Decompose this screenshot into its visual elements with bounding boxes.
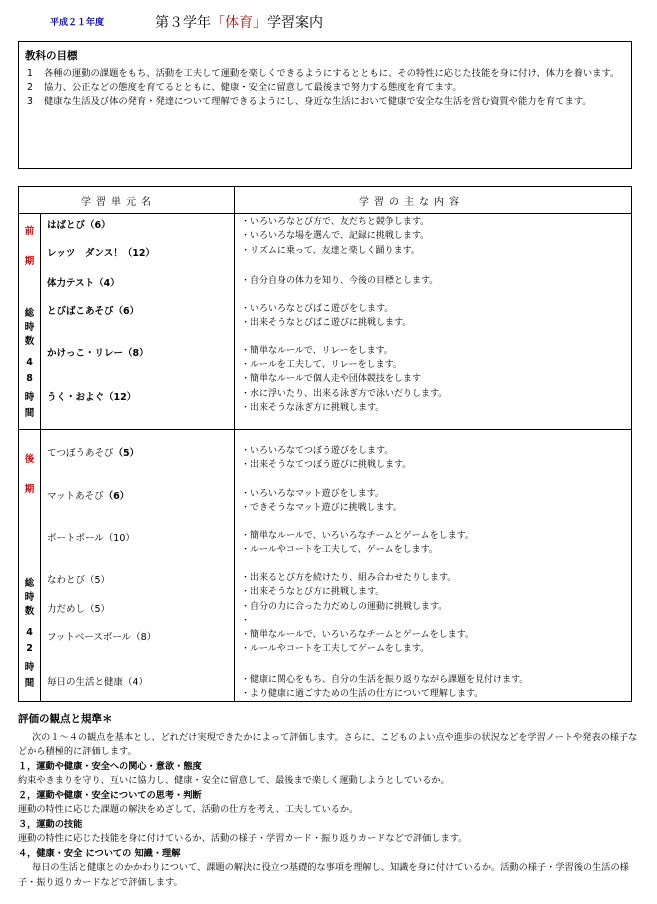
criterion-text: 運動の特性に応じた課題の解決をめざして、活動の仕方を考え、工夫しているか。: [18, 804, 359, 815]
term-label: 期: [24, 256, 35, 267]
hours-label: 間: [24, 678, 35, 689]
criterion-text: 毎日の生活と健康とのかかわりについて、課題の解決に役立つ基礎的な事項を理解し、知識を身に付けているか。活動の様子・学習後の生活の様子・振り返りカードなどで評価します。: [18, 862, 629, 888]
content-line: ・出来そうな泳ぎ方に挑戦します。: [241, 403, 385, 413]
content-line: ・より健康に過ごすための生活の仕方について理解します。: [241, 689, 484, 699]
hours-label: 数: [24, 336, 35, 347]
content-line: ・できそうなマット遊びに挑戦します。: [241, 503, 402, 513]
content-line: ・ルールやコートを工夫してゲームをします。: [241, 644, 430, 654]
content-line: ・いろいろなてつぼう遊びをします。: [241, 446, 394, 456]
unit-name: フットベースボール（8）: [47, 632, 157, 643]
evaluation-heading: 評価の観点と規準＊: [18, 713, 113, 725]
unit-name: うく・およぐ（12）: [47, 392, 137, 403]
unit-name: ポートボール（10）: [47, 533, 135, 544]
unit-content: [241, 628, 474, 656]
content-line: ・出来るとび方を続けたり、組み合わせたりします。: [241, 573, 457, 583]
content-line: ・いろいろなマット遊びをします。: [241, 489, 384, 499]
hours-value: 4: [26, 627, 33, 638]
criterion-text: 運動の特性に応じた技能を身に付けているか、活動の様子・学習カード・振り返りカードなどで評価します。: [18, 833, 468, 844]
content-line: ・簡単なルールで個人走や団体競技をします: [241, 374, 421, 384]
unit-name: なわとび（5）: [47, 575, 111, 586]
goal-text: 各種の運動の課題をもち、活動を工夫して運動を楽しくできるようにするとともに、その特性に応じた技能を身に付け、体力を養います。: [44, 68, 620, 79]
unit-content: [241, 344, 421, 386]
unit-content: [241, 529, 474, 557]
content-line: ・いろいろなとびばこ遊びをします。: [241, 304, 394, 314]
hours-value: 2: [26, 643, 33, 654]
col-header-unit: 学習単元名: [81, 197, 156, 208]
unit-content: [241, 302, 411, 330]
column-divider: [234, 187, 235, 701]
term-label: 後: [24, 454, 35, 465]
criterion-title: １，運動や健康・安全への関心・意欲・態度: [18, 760, 202, 772]
hours-value: 8: [26, 373, 33, 384]
content-line: ・水に浮いたり、出来る泳ぎ方で泳いだりします。: [241, 389, 448, 399]
term-label: 期: [24, 484, 35, 495]
goal-text: 協力、公正などの態度を育てるとともに、健康・安全に留意して最後まで努力する態度を育てます。: [44, 82, 462, 93]
evaluation-section: [18, 712, 638, 890]
hours-value: 4: [26, 357, 33, 368]
content-line: ・ルールを工夫して、リレーをします。: [241, 360, 402, 370]
criterion-title: ４，健康・安全 についての 知識・理解: [18, 847, 181, 859]
term-label: 前: [24, 226, 35, 237]
unit-content: [241, 274, 438, 288]
school-year: 平成２１年度: [50, 18, 105, 28]
content-line: ・出来そうなてつぼう遊びに挑戦します。: [241, 460, 412, 470]
goal-item: [25, 95, 625, 108]
unit-name: [47, 445, 139, 459]
unit-name: レッツ ダンス！（12）: [47, 248, 155, 259]
unit-content: [241, 444, 411, 472]
content-line: ・いろいろな場を選んで、記録に挑戦します。: [241, 231, 430, 241]
goal-text: 健康な生活及び体の発育・発達について理解できるようにし、身近な生活において健康で安全な生活を営む資質や能力を育てます。: [44, 96, 592, 107]
page-title: [155, 12, 323, 32]
hours-label: 総: [24, 578, 35, 589]
unit-name: 毎日の生活と健康（4）: [47, 677, 149, 688]
content-line: ・リズムに乗って、友達と楽しく踊ります。: [241, 246, 420, 256]
unit-name: とびばこあそび（6）: [47, 306, 140, 317]
content-line: ・簡単なルールで、いろいろなチームとゲームをします。: [241, 531, 474, 541]
unit-content: [241, 487, 402, 515]
unit-table: [18, 186, 632, 702]
hours-label: 時: [24, 322, 35, 333]
content-line: ・出来そうなとびばこ遊びに挑戦します。: [241, 318, 412, 328]
content-line: ・いろいろなとび方で、友だちと競争します。: [241, 217, 430, 227]
column-divider: [40, 213, 41, 701]
unit-content: [241, 673, 528, 701]
content-line: ・出来そうなとび方に挑戦します。: [241, 587, 385, 597]
unit-content: [241, 387, 447, 415]
goal-number: 3: [27, 96, 33, 107]
criterion-title: ３，運動の技能: [18, 818, 83, 830]
unit-title: てつぼうあそび: [47, 448, 114, 459]
unit-content: [241, 215, 429, 243]
criterion-text: 約束やきまりを守り、互いに協力し、健康・安全に留意して、最後まで楽しく運動しようとしているか。: [18, 775, 450, 786]
hours-label: 時: [24, 392, 35, 403]
title-subject: 「体育」: [211, 15, 267, 31]
hours-label: 数: [24, 606, 35, 617]
table-header: [19, 187, 631, 214]
goal-item: [25, 81, 625, 94]
evaluation-intro: 次の１～４の観点を基本とし、どれだけ実現できたかによって評価します。さらに、こどものよい点や進歩の状況などを学習ノートや発表の様子などから積極的に評価します。: [18, 731, 638, 757]
unit-name: 体力テスト（4）: [47, 278, 120, 289]
hours-label: 総: [24, 308, 35, 319]
unit-content: [241, 600, 447, 628]
unit-content: [241, 244, 420, 258]
goal-number: 2: [27, 82, 33, 93]
unit-name: [47, 488, 129, 502]
goals-box: [18, 41, 632, 169]
unit-hours: （5）: [113, 448, 140, 459]
unit-hours: （6）: [103, 491, 130, 502]
goal-item: [25, 67, 625, 80]
title-grade: 第３学年: [155, 15, 211, 31]
title-row: [0, 12, 657, 32]
unit-name: 力だめし（5）: [47, 604, 111, 615]
content-line: ・健康に関心をもち、自分の生活を振り返りながら課題を見付けます。: [241, 675, 529, 685]
goals-heading: 教科の目標: [25, 50, 78, 62]
hours-label: 間: [24, 408, 35, 419]
goal-number: 1: [27, 68, 33, 79]
content-line: ・自分の力に合った力だめしの運動に挑戦します。: [241, 602, 448, 612]
col-header-content: 学習の主な内容: [359, 197, 464, 208]
content-line: ・簡単なルールで、リレーをします。: [241, 346, 393, 356]
content-line: ・: [241, 616, 251, 626]
content-line: ・ルールやコートを工夫して、ゲームをします。: [241, 545, 438, 555]
term-divider: [19, 429, 631, 430]
unit-name: はばとび（6）: [47, 220, 111, 231]
content-line: ・自分自身の体力を知り、今後の目標とします。: [241, 276, 439, 286]
unit-name: かけっこ・リレー（8）: [47, 348, 149, 359]
unit-content: [241, 571, 456, 599]
title-suffix: 学習案内: [267, 15, 323, 31]
unit-title: マットあそび: [47, 491, 104, 502]
criterion-title: ２，運動や健康・安全についての思考・判断: [18, 789, 202, 801]
content-line: ・簡単なルールで、いろいろなチームとゲームをします。: [241, 630, 474, 640]
hours-label: 時: [24, 592, 35, 603]
hours-label: 時: [24, 662, 35, 673]
